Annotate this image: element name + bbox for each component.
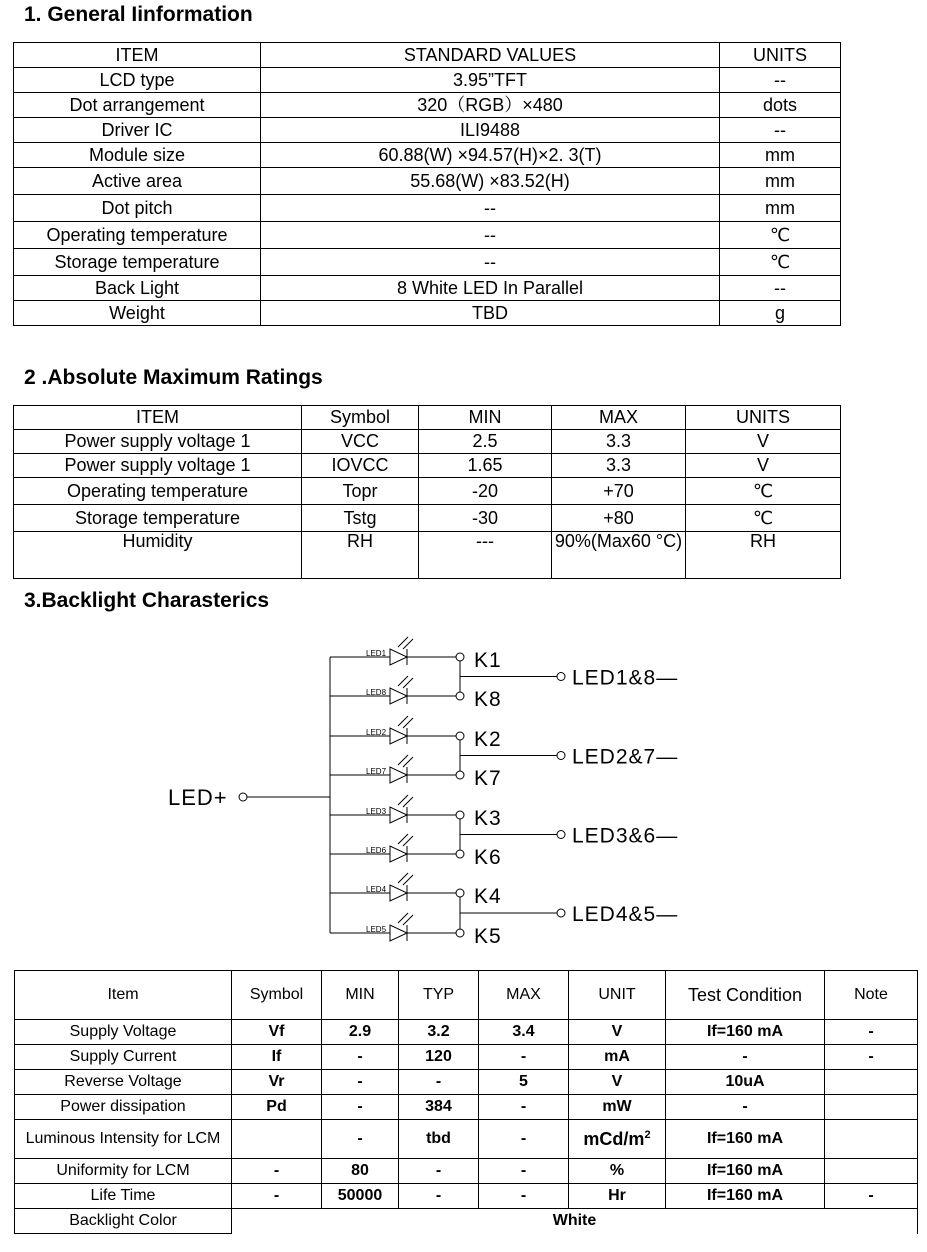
table-cell: mm: [720, 195, 841, 222]
cathode-label: K4: [474, 885, 502, 908]
output-label: LED2&7—: [572, 745, 679, 769]
table-cell: Vr: [232, 1070, 322, 1095]
cathode-terminal: [456, 653, 464, 661]
table-cell: 1.65: [419, 454, 552, 478]
table-cell: ℃: [686, 478, 841, 505]
table-cell: mW: [569, 1095, 666, 1120]
diode-icon: [390, 767, 407, 783]
column-header: Symbol: [302, 406, 419, 430]
table-cell: -: [666, 1045, 825, 1070]
table-cell: V: [686, 454, 841, 478]
table-cell: Dot arrangement: [14, 93, 261, 118]
table-cell: TBD: [261, 301, 720, 326]
led-label: LED8: [366, 688, 387, 697]
cathode-label: K2: [474, 728, 502, 751]
table-cell: mm: [720, 168, 841, 195]
table-cell: --: [261, 249, 720, 276]
table-cell: Life Time: [15, 1184, 232, 1209]
cathode-label: K1: [474, 649, 502, 672]
table-header-row: [14, 43, 841, 68]
led-label: LED2: [366, 728, 387, 737]
diode-icon: [390, 688, 407, 704]
column-header: UNITS: [720, 43, 841, 68]
table-row: [14, 195, 841, 222]
table-row: [14, 168, 841, 195]
table-cell: Luminous Intensity for LCM: [15, 1120, 232, 1159]
table-cell: mA: [569, 1045, 666, 1070]
table-cell: -: [399, 1070, 479, 1095]
table-cell: ---: [419, 532, 552, 579]
table-row: [14, 430, 841, 454]
column-header: Item: [15, 971, 232, 1020]
table-row: [14, 249, 841, 276]
table-cell: V: [569, 1070, 666, 1095]
general-information-table: [13, 42, 841, 326]
table-cell: ℃: [720, 222, 841, 249]
led-label: LED1: [366, 649, 387, 658]
table-cell: 320（RGB）×480: [261, 93, 720, 118]
table-cell: 120: [399, 1045, 479, 1070]
table-cell: [825, 1159, 918, 1184]
table-row: [15, 1020, 918, 1045]
column-header: Symbol: [232, 971, 322, 1020]
table-cell: -: [399, 1184, 479, 1209]
table-cell: Back Light: [14, 276, 261, 301]
table-row: [14, 143, 841, 168]
table-cell: Power supply voltage 1: [14, 430, 302, 454]
table-cell: -: [322, 1095, 399, 1120]
table-cell: Power supply voltage 1: [14, 454, 302, 478]
cathode-terminal: [456, 732, 464, 740]
table-cell: [825, 1120, 918, 1159]
column-header: MAX: [479, 971, 569, 1020]
column-header: MAX: [552, 406, 686, 430]
table-cell: 60.88(W) ×94.57(H)×2. 3(T): [261, 143, 720, 168]
output-terminal: [557, 673, 565, 681]
table-cell: If=160 mA: [666, 1120, 825, 1159]
table-cell: --: [720, 276, 841, 301]
table-cell: Driver IC: [14, 118, 261, 143]
table-cell: 8 White LED In Parallel: [261, 276, 720, 301]
led-label: LED7: [366, 767, 387, 776]
section3-heading: 3.Backlight Charasterics: [24, 589, 270, 612]
table-cell: -: [666, 1095, 825, 1120]
backlight-color-row: [15, 1209, 918, 1234]
table-row: [15, 1159, 918, 1184]
table-row: [14, 222, 841, 249]
table-cell: [232, 1120, 322, 1159]
table-cell: -: [825, 1020, 918, 1045]
output-label: LED1&8—: [572, 666, 679, 690]
table-cell: -: [479, 1159, 569, 1184]
table-cell: --: [261, 222, 720, 249]
table-cell: V: [686, 430, 841, 454]
table-cell: -30: [419, 505, 552, 532]
led-label: LED6: [366, 846, 387, 855]
output-terminal: [557, 831, 565, 839]
table-cell: ℃: [686, 505, 841, 532]
output-terminal: [557, 909, 565, 917]
table-cell: -: [322, 1120, 399, 1159]
table-cell: -: [479, 1120, 569, 1159]
table-row: [14, 118, 841, 143]
table-row: [15, 1095, 918, 1120]
table-cell: 90%(Max60 °C): [552, 532, 686, 579]
section1-heading: 1. General Iinformation: [24, 3, 253, 26]
diode-icon: [390, 649, 407, 665]
led-label: LED5: [366, 925, 387, 934]
table-cell: RH: [686, 532, 841, 579]
table-cell: 80: [322, 1159, 399, 1184]
table-header-row: [15, 971, 918, 1020]
table-cell: [825, 1070, 918, 1095]
diode-icon: [390, 925, 407, 941]
table-cell: tbd: [399, 1120, 479, 1159]
cathode-label: K3: [474, 807, 502, 830]
table-cell: Hr: [569, 1184, 666, 1209]
table-cell: [825, 1095, 918, 1120]
cathode-label: K6: [474, 846, 502, 869]
table-cell: Supply Current: [15, 1045, 232, 1070]
table-cell: -: [322, 1045, 399, 1070]
table-row: [15, 1045, 918, 1070]
output-terminal: [557, 752, 565, 760]
table-row: [14, 301, 841, 326]
cathode-terminal: [456, 771, 464, 779]
column-header: MIN: [322, 971, 399, 1020]
table-cell: -: [479, 1095, 569, 1120]
table-row: [14, 532, 841, 579]
table-cell: 55.68(W) ×83.52(H): [261, 168, 720, 195]
table-cell: Vf: [232, 1020, 322, 1045]
table-cell: If=160 mA: [666, 1159, 825, 1184]
table-cell: +70: [552, 478, 686, 505]
table-cell: Power dissipation: [15, 1095, 232, 1120]
backlight-color-label: Backlight Color: [15, 1209, 232, 1234]
table-cell: IOVCC: [302, 454, 419, 478]
table-cell: 384: [399, 1095, 479, 1120]
table-cell: If: [232, 1045, 322, 1070]
table-cell: mm: [720, 143, 841, 168]
table-cell: --: [720, 118, 841, 143]
cathode-terminal: [456, 692, 464, 700]
table-cell: dots: [720, 93, 841, 118]
led-plus-terminal: [239, 793, 247, 801]
table-cell: Reverse Voltage: [15, 1070, 232, 1095]
table-cell: Topr: [302, 478, 419, 505]
table-cell: 3.2: [399, 1020, 479, 1045]
output-label: LED3&6—: [572, 824, 679, 848]
table-cell: ILI9488: [261, 118, 720, 143]
table-cell: mCd/$m^2$: [569, 1120, 666, 1159]
table-cell: Storage temperature: [14, 249, 261, 276]
table-cell: Active area: [14, 168, 261, 195]
diode-icon: [390, 728, 407, 744]
column-header: TYP: [399, 971, 479, 1020]
table-cell: -: [232, 1159, 322, 1184]
table-cell: -: [825, 1184, 918, 1209]
table-cell: V: [569, 1020, 666, 1045]
column-header: MIN: [419, 406, 552, 430]
table-cell: Dot pitch: [14, 195, 261, 222]
table-cell: %: [569, 1159, 666, 1184]
table-cell: 3.95”TFT: [261, 68, 720, 93]
table-cell: 3.4: [479, 1020, 569, 1045]
backlight-circuit-diagram: [0, 627, 927, 952]
table-cell: 2.5: [419, 430, 552, 454]
table-row: [14, 454, 841, 478]
table-cell: 10uA: [666, 1070, 825, 1095]
table-cell: 50000: [322, 1184, 399, 1209]
cathode-terminal: [456, 811, 464, 819]
table-cell: Operating temperature: [14, 478, 302, 505]
column-header: ITEM: [14, 43, 261, 68]
table-row: [14, 276, 841, 301]
table-cell: Uniformity for LCM: [15, 1159, 232, 1184]
table-row: [15, 1120, 918, 1159]
backlight-color-value: White: [232, 1209, 918, 1234]
table-cell: -: [322, 1070, 399, 1095]
output-label: LED4&5—: [572, 903, 679, 926]
diode-icon: [390, 807, 407, 823]
cathode-label: K8: [474, 688, 502, 711]
table-cell: 3.3: [552, 430, 686, 454]
table-cell: 5: [479, 1070, 569, 1095]
table-cell: If=160 mA: [666, 1020, 825, 1045]
table-cell: Humidity: [14, 532, 302, 579]
table-cell: +80: [552, 505, 686, 532]
table-cell: -: [232, 1184, 322, 1209]
column-header: UNITS: [686, 406, 841, 430]
table-cell: --: [720, 68, 841, 93]
table-row: [15, 1070, 918, 1095]
column-header: Test Condition: [666, 971, 825, 1020]
table-cell: -20: [419, 478, 552, 505]
table-cell: -: [479, 1045, 569, 1070]
table-cell: -: [399, 1159, 479, 1184]
table-cell: VCC: [302, 430, 419, 454]
table-cell: Tstg: [302, 505, 419, 532]
section2-heading: 2 .Absolute Maximum Ratings: [24, 366, 323, 389]
column-header: UNIT: [569, 971, 666, 1020]
table-cell: 3.3: [552, 454, 686, 478]
table-row: [14, 505, 841, 532]
table-cell: Supply Voltage: [15, 1020, 232, 1045]
table-cell: Module size: [14, 143, 261, 168]
cathode-label: K5: [474, 925, 502, 948]
table-cell: Pd: [232, 1095, 322, 1120]
led-plus-label: LED+: [168, 785, 228, 810]
cathode-terminal: [456, 889, 464, 897]
table-cell: g: [720, 301, 841, 326]
table-row: [14, 93, 841, 118]
led-label: LED4: [366, 885, 387, 894]
column-header: STANDARD VALUES: [261, 43, 720, 68]
diode-icon: [390, 885, 407, 901]
table-cell: Storage temperature: [14, 505, 302, 532]
cathode-terminal: [456, 850, 464, 858]
table-header-row: [14, 406, 841, 430]
cathode-label: K7: [474, 767, 502, 790]
column-header: ITEM: [14, 406, 302, 430]
backlight-characteristics-table: [14, 970, 918, 1234]
table-cell: --: [261, 195, 720, 222]
absolute-maximum-ratings-table: [13, 405, 841, 579]
table-cell: If=160 mA: [666, 1184, 825, 1209]
table-cell: LCD type: [14, 68, 261, 93]
table-cell: -: [825, 1045, 918, 1070]
table-cell: RH: [302, 532, 419, 579]
table-row: [14, 68, 841, 93]
table-cell: ℃: [720, 249, 841, 276]
led-label: LED3: [366, 807, 387, 816]
cathode-terminal: [456, 929, 464, 937]
table-cell: Weight: [14, 301, 261, 326]
table-cell: -: [479, 1184, 569, 1209]
table-row: [15, 1184, 918, 1209]
table-cell: 2.9: [322, 1020, 399, 1045]
column-header: Note: [825, 971, 918, 1020]
table-cell: Operating temperature: [14, 222, 261, 249]
diode-icon: [390, 846, 407, 862]
table-row: [14, 478, 841, 505]
